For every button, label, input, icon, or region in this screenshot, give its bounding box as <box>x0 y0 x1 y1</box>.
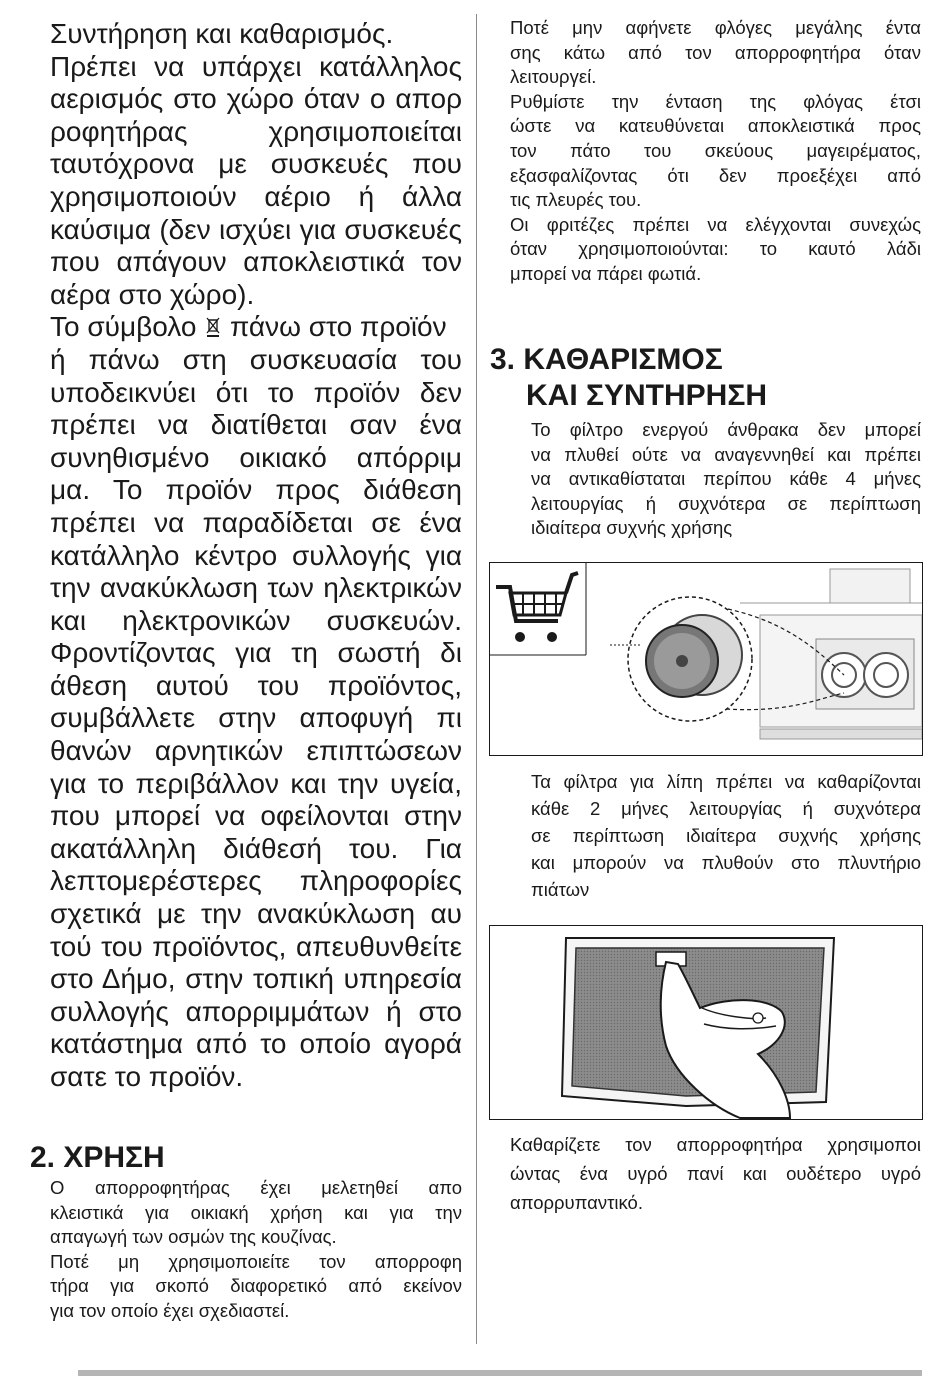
text-line: αέρα στο χώρο). <box>50 278 255 310</box>
text-line: τήρα για σκοπό διαφορετικό από εκείνον <box>50 1275 462 1297</box>
grease-filter-text <box>531 768 921 903</box>
cleaning-paragraph <box>510 1130 921 1217</box>
text-line: να αντικαθίσταται περίπου κάθε 4 μήνες <box>531 468 921 490</box>
grease-filter-paragraph <box>531 768 921 903</box>
text-line: χρησιμοποιούν αέριο ή άλλα <box>50 180 462 212</box>
text-line: Ποτέ μην αφήνετε φλόγες μεγάλης έντα <box>510 17 921 38</box>
page-footer-bar <box>78 1370 922 1376</box>
section-cleaning <box>490 342 930 414</box>
text-line: συμβάλλετε στην αποφυγή πι <box>50 702 462 734</box>
text-line: για το περιβάλλον και την υγεία, <box>50 767 462 799</box>
text-line: πρέπει να παραδίδεται σε ένα <box>50 506 462 538</box>
text-line: Ρυθμίστε την ένταση της φλόγας έτσι <box>510 90 921 112</box>
text-line: Τα φίλτρα για λίπη πρέπει να καθαρίζονται <box>531 771 921 792</box>
text-line: συλλογής απορριμμάτων ή στο <box>50 995 462 1027</box>
grease-filter-drawing <box>490 926 922 1119</box>
text-line: και ηλεκτρονικών συσκευών. <box>50 604 462 636</box>
text-line: άθεση αυτού του προϊόντος, <box>50 669 462 701</box>
text-line: να πλυθεί ούτε να αναγεννηθεί και πρέπει <box>531 443 921 465</box>
text-line: απορρυπαντικό. <box>510 1192 643 1213</box>
maintenance-paragraph <box>50 18 462 311</box>
text-line: τού του προϊόντος, απευθυνθείτε <box>50 930 462 962</box>
use-paragraph <box>50 1176 462 1324</box>
text-line: ώντας ένα υγρό πανί και ουδέτερο υγρό <box>510 1163 921 1184</box>
text-line: σχετικά με την ανακύκλωση αυ <box>50 898 462 930</box>
hood-drawing <box>740 569 922 739</box>
text-line: και μπορούν να πλυθούν στο πλυντήριο <box>531 852 921 873</box>
column-divider <box>476 14 477 1344</box>
text-line: τις πλευρές του. <box>510 189 642 211</box>
text-line: συνηθισμένο οικιακό απόρριμ <box>50 441 462 473</box>
text-line: κατάστημα από το οποίο αγορά <box>50 1028 462 1060</box>
warning-paragraph <box>510 16 921 287</box>
grease-filter-illustration <box>489 925 923 1120</box>
flame-warnings <box>510 16 921 287</box>
text-line: καύσιμα (δεν ισχύει για συσκευές <box>50 213 462 245</box>
text-line: ταυτόχρονα με συσκευές που <box>50 148 462 180</box>
text-line: σατε το προϊόν. <box>50 1061 244 1092</box>
text-line: κατάλληλο κέντρο συλλογής για <box>50 539 462 571</box>
text-line: κάθε 2 μήνες λειτουργίας ή συχνότερα <box>531 798 921 819</box>
text-line: όταν χρησιμοποιούνται: το καυτό λάδι <box>510 238 921 260</box>
text-line: στο Δήμο, στην τοπική υπηρεσία <box>50 963 462 995</box>
crossed-bin-icon <box>206 316 220 338</box>
text-line: μπορεί να πάρει φωτιά. <box>510 262 702 284</box>
carbon-filter-illustration <box>489 562 923 756</box>
text-line: μα. Το προϊόν προς διάθεση <box>50 474 462 506</box>
carbon-filter-drawing <box>490 563 922 755</box>
text-line: Πρέπει να υπάρχει κατάλληλος <box>50 50 462 82</box>
text-line: σε περίπτωση ιδιαίτερα συχνής χρήσης <box>531 825 921 846</box>
text-line: τον πάτο του σκεύους μαγειρέματος, <box>510 139 921 161</box>
text-line: ιδιαίτερα συχνής χρήσης <box>531 517 733 539</box>
left-column <box>50 18 462 1094</box>
text-line: Ο απορροφητήρας έχει μελετηθεί απο <box>50 1177 462 1198</box>
text-line: Οι φριτέζες πρέπει να ελέγχονται συνεχώς <box>510 213 921 235</box>
text-line: θανών αρνητικών επιπτώσεων <box>50 735 462 767</box>
text-line: πρέπει να διατίθεται σαν ένα <box>50 409 462 441</box>
text-fragment: Το σύμβολο <box>50 311 197 343</box>
text-line: αερισμός στο χώρο όταν ο απορ <box>50 83 462 115</box>
text-line: λεπτομερέστερες πληροφορίες <box>50 865 462 897</box>
text-line: λειτουργεί. <box>510 66 597 88</box>
text-fragment: πάνω στο προϊόν <box>229 311 447 343</box>
text-line: πιάτων <box>531 879 590 900</box>
text-line: ώστε να κατευθύνεται αποκλειστικά προς <box>510 115 921 137</box>
text-line: λειτουργίας ή συχνότερα σε περίπτωση <box>531 492 921 514</box>
text-line: εξασφαλίζοντας ότι δεν προεξέχει από <box>510 164 921 186</box>
disposal-paragraph <box>50 311 462 1093</box>
heading-line: ΚΑΙ ΣΥΝΤΗΡΗΣΗ <box>526 379 768 412</box>
heading-line: 3. ΚΑΘΑΡΙΣΜΟΣ <box>490 343 723 376</box>
text-line-with-symbol <box>50 311 462 344</box>
text-line: που απάγουν αποκλειστικά τον <box>50 246 462 278</box>
text-line: Το φίλτρο ενεργού άνθρακα δεν μπορεί <box>531 419 921 440</box>
text-line: Καθαρίζετε τον απορροφητήρα χρησιμοποι <box>510 1134 921 1155</box>
section-heading: 2. ΧΡΗΣΗ <box>30 1141 165 1174</box>
text-line: υποδεικνύει ότι το προϊόν δεν <box>50 376 462 408</box>
text-line: σης κάτω από τον απορροφητήρα όταν <box>510 41 921 63</box>
shopping-cart-icon <box>496 573 578 642</box>
text-line: την ανακύκλωση των ηλεκτρικών <box>50 572 462 604</box>
text-line: Φροντίζοντας για τη σωστή δι <box>50 637 462 669</box>
carbon-filter-paragraph <box>531 418 921 541</box>
section-heading <box>490 342 930 414</box>
text-line: ή πάνω στη συσκευασία του <box>50 343 462 375</box>
text-line: που μπορεί να οφείλονται στην <box>50 800 462 832</box>
section-use <box>30 1140 462 1324</box>
text-line: Ποτέ μη χρησιμοποιείτε τον απορροφη <box>50 1250 462 1272</box>
text-line: ροφητήρας χρησιμοποιείται <box>50 115 462 147</box>
text-line: για τον οποίο έχει σχεδιαστεί. <box>50 1299 290 1321</box>
text-line: κλειστικά για οικιακή χρήση και για την <box>50 1201 462 1223</box>
text-line: Συντήρηση και καθαρισμός. <box>50 18 394 49</box>
carbon-filter-text <box>531 418 921 541</box>
text-line: απαγωγή των οσμών της κουζίνας. <box>50 1226 337 1248</box>
hood-cleaning-text <box>510 1130 921 1217</box>
text-line: ακατάλληλη διάθεσή του. Για <box>50 832 462 864</box>
